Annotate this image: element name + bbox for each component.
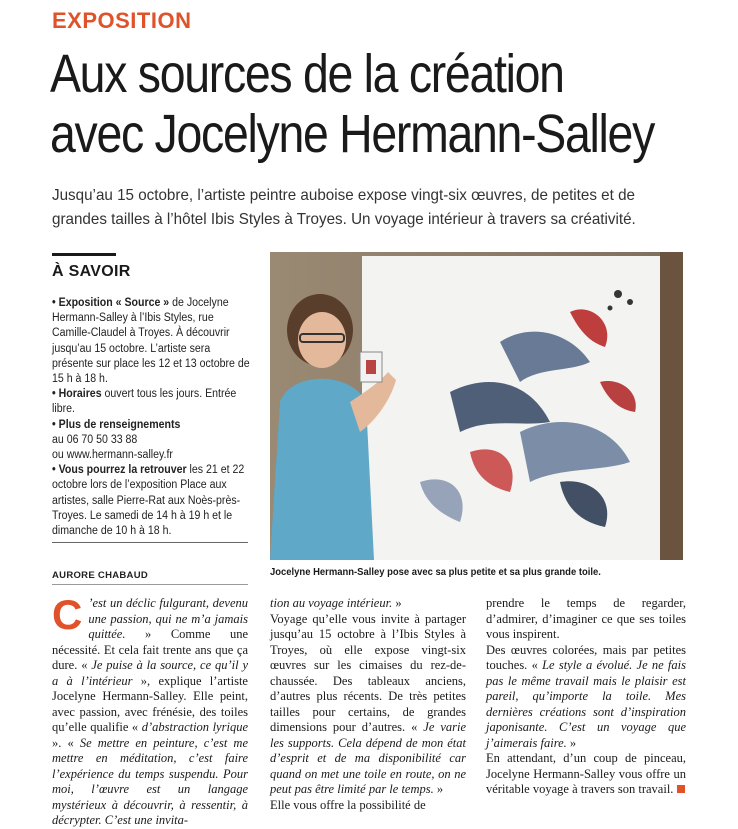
drop-cap: C <box>52 591 83 638</box>
article-paragraph: Voyage qu’elle vous invite à partager jusqu’au 15 octobre à l’Ibis Styles à Troyes, où elle expose vingt-six œuvres sur les cimaises du rez-de-chaussée. Des tableaux anciens, d’autres plus récents. De très petites tailles pour certains, de grandes dimensions pour d’autres. « Je varie les supports. Cela dépend de mon état d’esprit et de ma disponibilité car quand on met une toile en route, on ne peut pas être limité par le temps. » <box>270 611 467 796</box>
article-paragraph: C ’est un déclic fulgurant, devenu une passion, qui ne m’a jamais quittée. » Comme une nécessité. Et cela fait trente ans que ça dure. « Je puise à la source, ce qu’il y a à l’intérieur », explique l’artiste Jocelyne Hermann-Salley. Elle peint, avec passion, avec frénésie, des toiles qu’elle qualifie « d’abstraction lyrique ». « Se mettre en peinture, c’est me mettre en méditation, c’est faire l’expérience du temps suspendu. Pour moi, l’œuvre est un langage mystérieux à découvrir, à ressentir, à décrypter. C’est une invita- <box>52 591 248 827</box>
sidebar-item-exposition: • Exposition « Source » de Jocelyne Hermann-Salley à l’Ibis Styles, rue Camille-Claudel à Troyes. À découvrir jusqu’au 15 octobre. L’artiste sera présente sur place les 12 et 13 octobre de 15 h à 18 h. <box>52 297 250 386</box>
article-paragraph: tion au voyage intérieur. » <box>270 596 402 610</box>
author-byline: AURORE CHABAUD <box>52 570 149 581</box>
article-photo <box>270 252 683 560</box>
sidebar-info-box <box>52 296 251 539</box>
article-paragraph: Des œuvres colorées, mais par petites touches. « Le style a évolué. Je ne fais pas le même travail mais le plaisir est pareil, qu’importe la toile. Mes dernières créations sont d’inspiration japonisante. C’est un voyage que j’aimerais faire. » <box>486 642 686 750</box>
byline-rule <box>52 584 248 585</box>
article-standfirst: Jusqu’au 15 octobre, l’artiste peintre auboise expose vingt-six œuvres, de petites et de grandes tailles à l’hôtel Ibis Styles à Troyes. Un voyage intérieur à travers sa créativité. <box>52 187 636 228</box>
headline-line-2: avec Jocelyne Hermann-Salley <box>50 104 655 164</box>
section-kicker: EXPOSITION <box>52 8 192 33</box>
article-paragraph: prendre le temps de regarder, d’admirer, d’imaginer ce que ses toiles vous inspirent. <box>486 596 686 641</box>
article-paragraph: Elle vous offre la possibilité de <box>270 797 426 812</box>
artist-with-painting-image <box>270 252 683 560</box>
sidebar-bottom-rule <box>52 542 248 543</box>
sidebar-item-renseignements: • Plus de renseignements <box>52 418 181 431</box>
sidebar-phone: au 06 70 50 33 88 <box>52 433 138 446</box>
sidebar-website: ou www.hermann-salley.fr <box>52 449 173 462</box>
sidebar-top-rule <box>52 253 116 256</box>
article-column-3 <box>486 596 686 798</box>
end-of-article-mark <box>677 785 685 793</box>
sidebar-item-horaires: • Horaires ouvert tous les jours. Entrée libre. <box>52 388 237 416</box>
article-paragraph: En attendant, d’un coup de pinceau, Jocelyne Hermann-Salley vous offre un véritable voyage à travers son travail. <box>486 751 686 796</box>
headline-line-1: Aux sources de la création <box>50 44 564 104</box>
sidebar-item-retrouver: • Vous pourrez la retrouver les 21 et 22 octobre lors de l’exposition Place aux artistes, salle Pierre-Rat aux Noès-près-Troyes. Le samedi de 14 h à 19 h et le dimanche de 10 h à 18 h. <box>52 464 245 538</box>
article-headline <box>50 44 655 164</box>
article-column-2 <box>270 596 466 813</box>
photo-caption: Jocelyne Hermann-Salley pose avec sa plus petite et sa plus grande toile. <box>270 566 601 578</box>
article-column-1 <box>52 591 248 829</box>
sidebar-title: À SAVOIR <box>52 263 131 280</box>
